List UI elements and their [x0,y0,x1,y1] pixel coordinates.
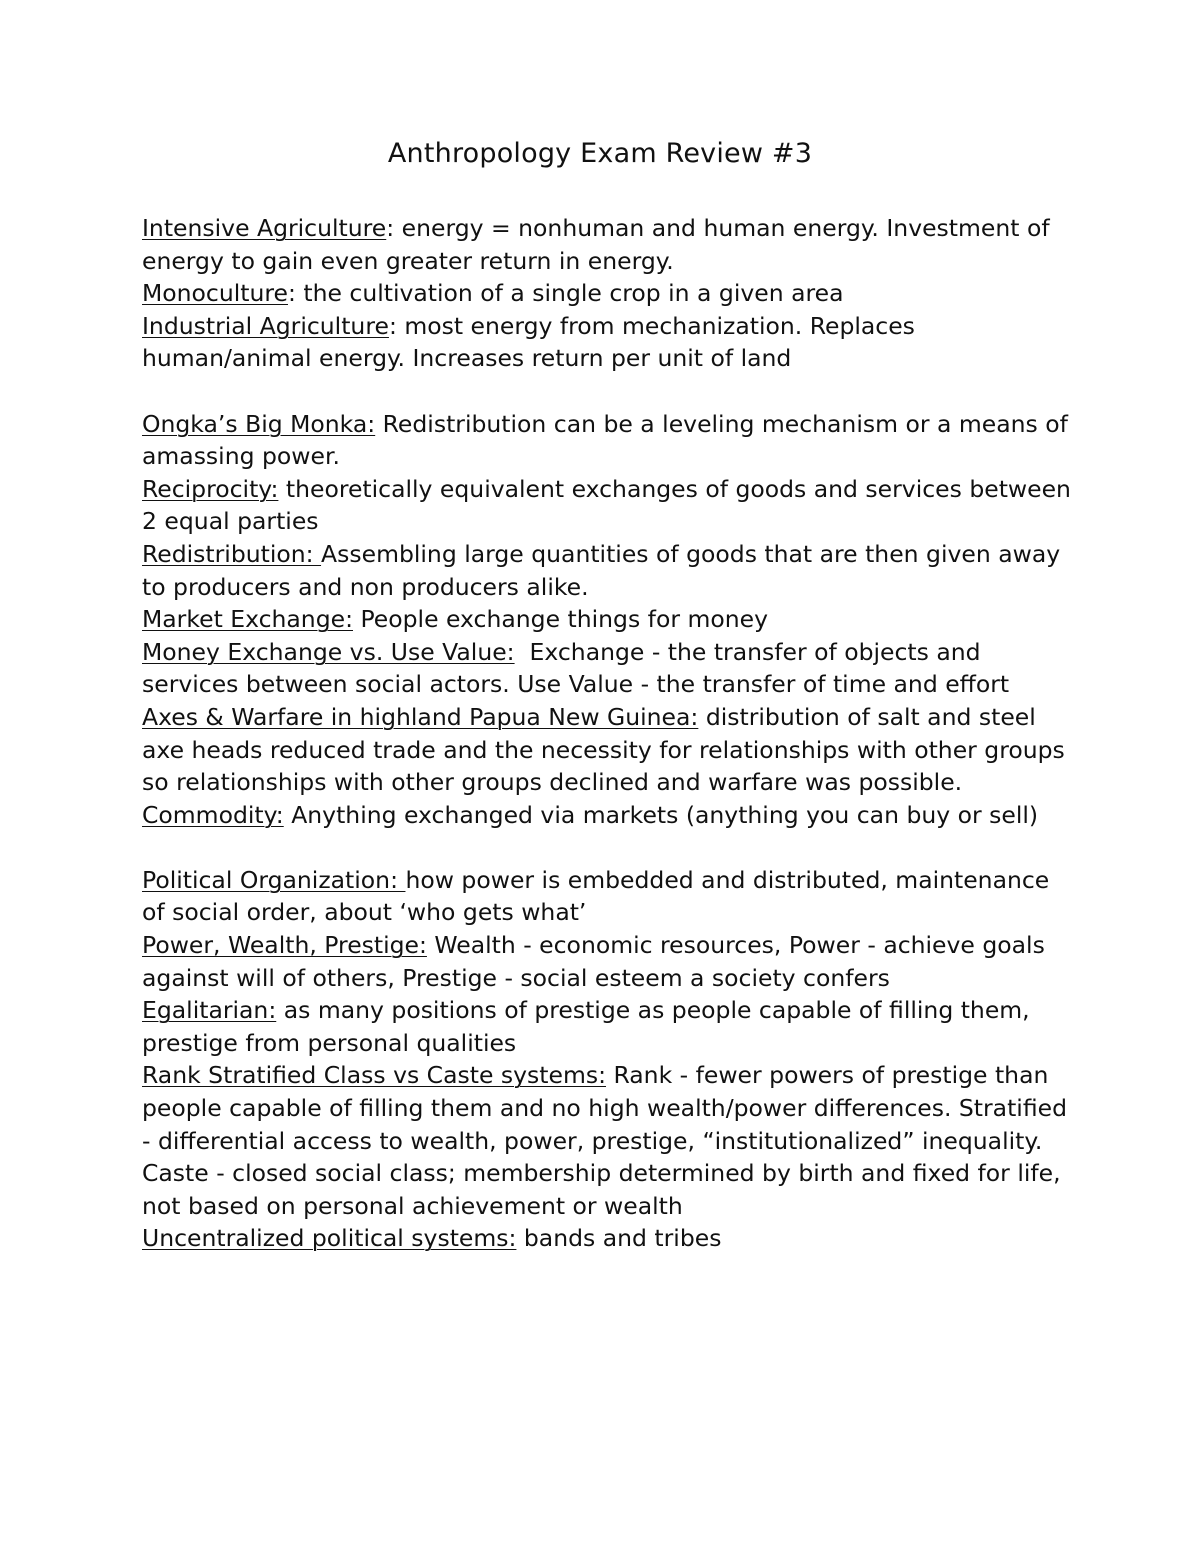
definition: as many positions of prestige as people capable of filling them, prestige from personal qualities [142,996,1030,1057]
entry-ongkas-big-monka [142,408,1072,473]
term: Intensive Agriculture [142,214,387,242]
term: Redistribution: [142,539,322,568]
entry-reciprocity [142,473,1072,538]
term: Political Organization: [142,865,406,894]
term: Industrial Agriculture [142,311,389,340]
definition: People exchange things for money [353,605,768,634]
definition: Exchange - the transfer of objects and services between social actors. Use Value - the transfer of time and effort [142,637,1010,699]
document-title: Anthropology Exam Review #3 [387,138,813,169]
definition: theoretically equivalent exchanges of goods and services between 2 equal parties [142,474,1071,536]
section-exchange [142,408,1072,832]
term: Monoculture [142,279,288,308]
entry-political-organization [142,864,1072,929]
entry-market-exchange [142,603,1072,636]
definition: how power is embedded and distributed, maintenance of social order, about ‘who gets what’ [142,865,1050,927]
entry-monoculture [142,277,1072,310]
entry-rank-stratified-caste [142,1059,1072,1222]
definition: Assembling large quantities of goods that are then given away to producers and non producers alike. [142,539,1061,601]
definition: Rank - fewer powers of prestige than people capable of filling them and no high wealth/power differences. Stratified - differential access to wealth, power, prestige, “institutionalized” inequality. Caste - closed social class; membership determined by birth and fixed for life, not based on personal achievement or wealth [142,1061,1067,1220]
definition: distribution of salt and steel axe heads reduced trade and the necessity for relationships with other groups so relationships with other groups declined and warfare was possible. [142,702,1065,797]
document-body [142,212,1072,1255]
entry-commodity [142,799,1072,832]
term: Ongka’s Big Monka: [142,409,376,438]
entry-axes-and-warfare [142,701,1072,799]
definition: bands and tribes [516,1224,722,1253]
entry-redistribution [142,538,1072,603]
definition: Redistribution can be a leveling mechanism or a means of amassing power. [142,409,1068,471]
entry-industrial-agriculture [142,310,1072,375]
term: Axes & Warfare in highland Papua New Guinea: [142,702,699,731]
section-political [142,864,1072,1255]
entry-money-exchange-vs-use-value [142,636,1072,701]
term: Market Exchange: [142,605,353,634]
term: Rank Stratified Class vs Caste systems: [142,1061,606,1090]
section-agriculture [142,212,1072,375]
definition: the cultivation of a single crop in a given area [295,279,844,308]
entry-uncentralized-political-systems [142,1222,1072,1255]
term-separator: : [287,279,296,308]
term: Money Exchange vs. Use Value: [142,637,515,666]
definition: Wealth - economic resources, Power - achieve goals against will of others, Prestige - social esteem a society confers [142,931,1045,992]
section-spacer [142,375,1072,408]
entry-intensive-agriculture [142,212,1072,277]
term: Power, Wealth, Prestige: [142,931,427,960]
section-spacer [142,831,1072,864]
entry-egalitarian [142,994,1072,1059]
term: Reciprocity: [142,474,279,503]
entry-power-wealth-prestige [142,929,1072,994]
definition: most energy from mechanization. Replaces human/animal energy. Increases return per unit of land [142,311,915,373]
term: Uncentralized political systems: [142,1224,517,1253]
term: Commodity: [142,800,284,829]
term: Egalitarian: [142,996,277,1025]
definition: energy = nonhuman and human energy. Investment of energy to gain even greater return in energy. [142,214,1050,275]
term-separator: : [388,311,397,340]
term-separator: : [386,214,395,242]
definition: Anything exchanged via markets (anything you can buy or sell) [283,800,1039,829]
